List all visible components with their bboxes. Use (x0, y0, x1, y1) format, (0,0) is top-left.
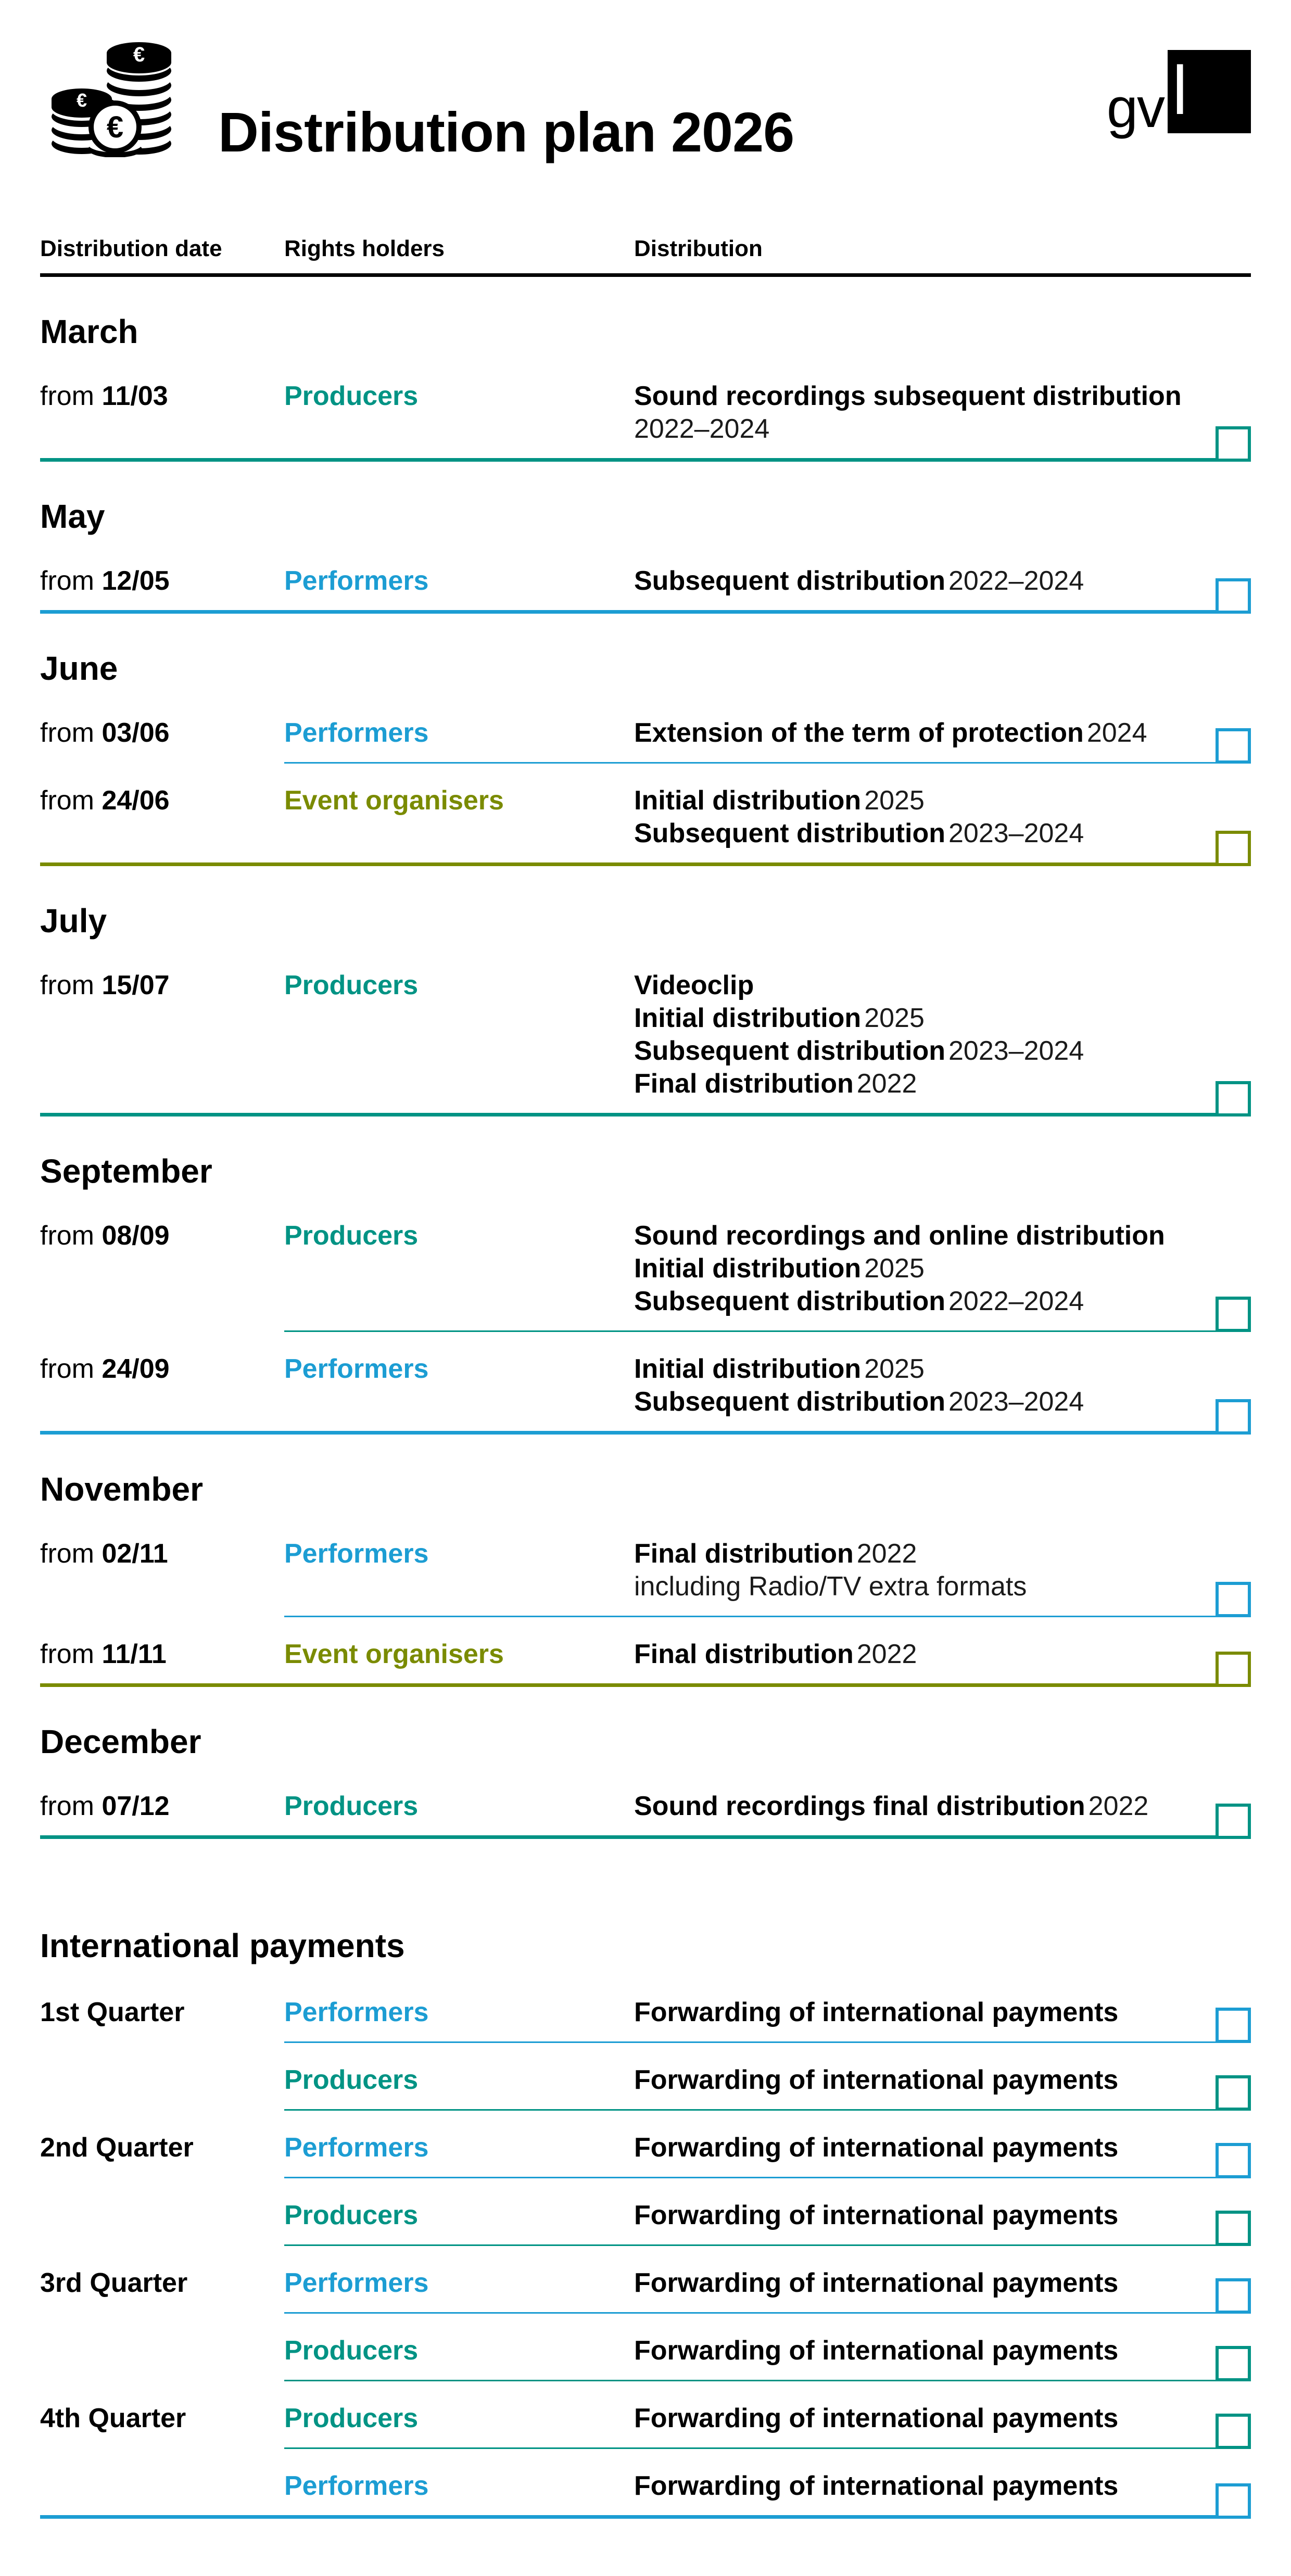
table-row (40, 1638, 1251, 1687)
distribution-cell: Forwarding of international payments (634, 2064, 1119, 2095)
row-divider (284, 2447, 1216, 2449)
date-cell (40, 969, 284, 1100)
rights-holder-cell (284, 1996, 634, 2029)
date-prefix: from (40, 1538, 94, 1569)
distribution-cell: Sound recordings and online distribution Initial distribution 2025 Subsequent distribution 2022–2024 (634, 1220, 1165, 1316)
date-cell (40, 565, 284, 598)
distribution-cell: Sound recordings final distribution 2022 (634, 1791, 1149, 1821)
table-row (40, 2402, 1251, 2449)
rights-holder-label: Producers (284, 970, 419, 1000)
euro-coins-icon (36, 37, 188, 157)
checkbox[interactable] (1216, 1399, 1251, 1435)
date-prefix: from (40, 1220, 94, 1251)
distribution-cell: Forwarding of international payments (634, 2403, 1119, 2433)
table-row (40, 2199, 1251, 2246)
month-section-july (40, 903, 1251, 1116)
date-cell (40, 1353, 284, 1418)
table-row (40, 1790, 1251, 1839)
month-title: July (40, 902, 107, 940)
row-divider (40, 1431, 1216, 1435)
table-row (40, 717, 1251, 764)
international-payments-title: International payments (40, 1926, 405, 1964)
date-prefix: from (40, 717, 94, 748)
date-value: 08/09 (102, 1220, 170, 1251)
month-section-june (40, 650, 1251, 866)
rights-holder-label: Performers (284, 1538, 429, 1569)
table-row (40, 1996, 1251, 2043)
date-value: 12/05 (102, 565, 170, 596)
rights-holder-label: Performers (284, 565, 429, 596)
quarter-cell (40, 2199, 284, 2232)
table-row (40, 784, 1251, 866)
gvl-logo-text: gv (1106, 75, 1164, 139)
date-cell (40, 380, 284, 446)
gvl-logo (1106, 50, 1251, 139)
checkbox[interactable] (1216, 2414, 1251, 2449)
distribution-cell: Forwarding of international payments (634, 2267, 1119, 2298)
rights-holder-label: Performers (284, 2470, 429, 2501)
row-divider (40, 1113, 1216, 1116)
month-title: May (40, 497, 105, 535)
month-section-may (40, 498, 1251, 614)
rights-holder-label: Performers (284, 2132, 429, 2163)
rights-holder-label: Event organisers (284, 1639, 504, 1669)
quarter-cell (40, 2334, 284, 2367)
rights-holder-label: Producers (284, 2403, 419, 2433)
quarter-cell (40, 2470, 284, 2503)
month-title: June (40, 649, 118, 687)
month-section-december (40, 1723, 1251, 1839)
rights-holder-cell (284, 2064, 634, 2097)
rights-holder-cell (284, 2267, 634, 2300)
table-row (40, 1353, 1251, 1435)
rights-holder-cell (284, 2402, 634, 2435)
column-header-distribution-date: Distribution date (40, 236, 222, 261)
distribution-cell: Forwarding of international payments (634, 1997, 1119, 2027)
gvl-logo-boxed-letter: l (1172, 52, 1188, 129)
checkbox[interactable] (1216, 2278, 1251, 2314)
table-row (40, 2131, 1251, 2178)
quarter-cell: 3rd Quarter (40, 2267, 188, 2298)
checkbox[interactable] (1216, 2483, 1251, 2519)
checkbox[interactable] (1216, 1804, 1251, 1839)
column-header-distribution: Distribution (634, 236, 763, 261)
date-cell (40, 1638, 284, 1671)
date-cell (40, 1220, 284, 1318)
rights-holder-label: Producers (284, 380, 419, 411)
table-row (40, 1220, 1251, 1332)
row-divider (284, 1330, 1216, 1332)
month-title: September (40, 1152, 212, 1190)
quarter-cell (40, 2064, 284, 2097)
rights-holder-cell (284, 1790, 634, 1823)
rights-holder-label: Performers (284, 1997, 429, 2027)
date-value: 11/11 (102, 1639, 167, 1669)
checkbox[interactable] (1216, 1081, 1251, 1116)
distribution-cell: Extension of the term of protection 2024 (634, 717, 1147, 748)
rights-holder-cell (284, 1220, 634, 1318)
checkbox[interactable] (1216, 831, 1251, 866)
date-value: 03/06 (102, 717, 170, 748)
distribution-cell: Videoclip Initial distribution 2025 Subsequent distribution 2023–2024 Final distribution 2022 (634, 970, 1084, 1099)
row-divider (284, 762, 1216, 764)
rights-holder-label: Performers (284, 717, 429, 748)
date-prefix: from (40, 785, 94, 816)
checkbox[interactable] (1216, 1297, 1251, 1332)
svg-text:€: € (106, 110, 124, 144)
checkbox[interactable] (1216, 426, 1251, 462)
distribution-plan-page (0, 37, 1291, 2576)
rights-holder-cell (284, 969, 634, 1100)
distribution-cell: Initial distribution 2025 Subsequent distribution 2023–2024 (634, 1353, 1084, 1417)
rights-holder-label: Producers (284, 1220, 419, 1251)
rights-holder-cell (284, 1538, 634, 1603)
row-divider (284, 2244, 1216, 2246)
distribution-cell: Forwarding of international payments (634, 2200, 1119, 2230)
column-header-rights-holders: Rights holders (284, 236, 445, 261)
table-header-row (40, 235, 1251, 277)
row-divider (40, 1683, 1216, 1687)
table-row (40, 2470, 1251, 2519)
row-divider (284, 2109, 1216, 2111)
checkbox[interactable] (1216, 1582, 1251, 1617)
distribution-cell: Final distribution 2022 (634, 1639, 917, 1669)
rights-holder-label: Producers (284, 2200, 419, 2230)
distribution-cell: Subsequent distribution 2022–2024 (634, 565, 1084, 596)
table-row (40, 969, 1251, 1116)
rights-holder-label: Producers (284, 2335, 419, 2366)
table-row (40, 565, 1251, 614)
checkbox[interactable] (1216, 2143, 1251, 2178)
checkbox[interactable] (1216, 728, 1251, 764)
date-value: 02/11 (102, 1538, 168, 1569)
table-row (40, 380, 1251, 462)
row-divider (40, 458, 1216, 462)
date-cell (40, 717, 284, 750)
month-title: December (40, 1722, 201, 1760)
checkbox[interactable] (1216, 578, 1251, 614)
page-header (40, 37, 1251, 164)
row-divider (40, 610, 1216, 614)
row-divider (40, 1835, 1216, 1839)
international-payments-section (40, 1927, 1251, 2519)
rights-holder-cell (284, 784, 634, 850)
date-prefix: from (40, 970, 94, 1000)
table-row (40, 1538, 1251, 1617)
row-divider (284, 1616, 1216, 1617)
rights-holder-cell (284, 2199, 634, 2232)
gvl-logo-box (1168, 50, 1251, 133)
date-cell (40, 784, 284, 850)
date-value: 15/07 (102, 970, 170, 1000)
date-value: 07/12 (102, 1791, 170, 1821)
rights-holder-cell (284, 1638, 634, 1671)
month-title: March (40, 312, 138, 350)
row-divider (284, 2380, 1216, 2381)
distribution-cell: Forwarding of international payments (634, 2335, 1119, 2366)
date-prefix: from (40, 1639, 94, 1669)
date-value: 11/03 (102, 380, 168, 411)
month-section-november (40, 1471, 1251, 1687)
rights-holder-cell (284, 1353, 634, 1418)
rights-holder-cell (284, 2470, 634, 2503)
rights-holder-label: Performers (284, 1353, 429, 1384)
checkbox[interactable] (1216, 2075, 1251, 2111)
rights-holder-cell (284, 2334, 634, 2367)
month-section-march (40, 313, 1251, 462)
rights-holder-label: Producers (284, 2064, 419, 2095)
checkbox[interactable] (1216, 1652, 1251, 1687)
distribution-cell: Forwarding of international payments (634, 2470, 1119, 2501)
date-cell (40, 1790, 284, 1823)
row-divider (284, 2177, 1216, 2178)
row-divider (40, 862, 1216, 866)
distribution-cell: Forwarding of international payments (634, 2132, 1119, 2163)
page-title: Distribution plan 2026 (218, 100, 794, 164)
distribution-cell: Final distribution 2022 including Radio/TV extra formats (634, 1538, 1027, 1602)
quarter-cell: 1st Quarter (40, 1997, 185, 2027)
table-row (40, 2334, 1251, 2381)
svg-text:€: € (133, 43, 145, 66)
date-prefix: from (40, 380, 94, 411)
month-title: November (40, 1470, 203, 1508)
row-divider (284, 2312, 1216, 2314)
rights-holder-label: Performers (284, 2267, 429, 2298)
rights-holder-cell (284, 717, 634, 750)
rights-holder-label: Event organisers (284, 785, 504, 816)
checkbox[interactable] (1216, 2008, 1251, 2043)
date-prefix: from (40, 565, 94, 596)
table-row (40, 2064, 1251, 2111)
rights-holder-label: Producers (284, 1791, 419, 1821)
rights-holder-cell (284, 380, 634, 446)
rights-holder-cell (284, 2131, 634, 2164)
rights-holder-cell (284, 565, 634, 598)
date-prefix: from (40, 1791, 94, 1821)
row-divider (284, 2041, 1216, 2043)
distribution-cell: Initial distribution 2025 Subsequent distribution 2023–2024 (634, 785, 1084, 848)
quarter-cell: 2nd Quarter (40, 2132, 194, 2163)
date-value: 24/09 (102, 1353, 170, 1384)
month-section-september (40, 1153, 1251, 1435)
quarter-cell: 4th Quarter (40, 2403, 186, 2433)
date-value: 24/06 (102, 785, 170, 816)
table-row (40, 2267, 1251, 2314)
date-prefix: from (40, 1353, 94, 1384)
distribution-cell: Sound recordings subsequent distribution 2022–2024 (634, 380, 1182, 444)
checkbox[interactable] (1216, 2346, 1251, 2381)
coin-front (88, 103, 142, 157)
date-cell (40, 1538, 284, 1603)
checkbox[interactable] (1216, 2211, 1251, 2246)
svg-text:€: € (76, 90, 87, 111)
